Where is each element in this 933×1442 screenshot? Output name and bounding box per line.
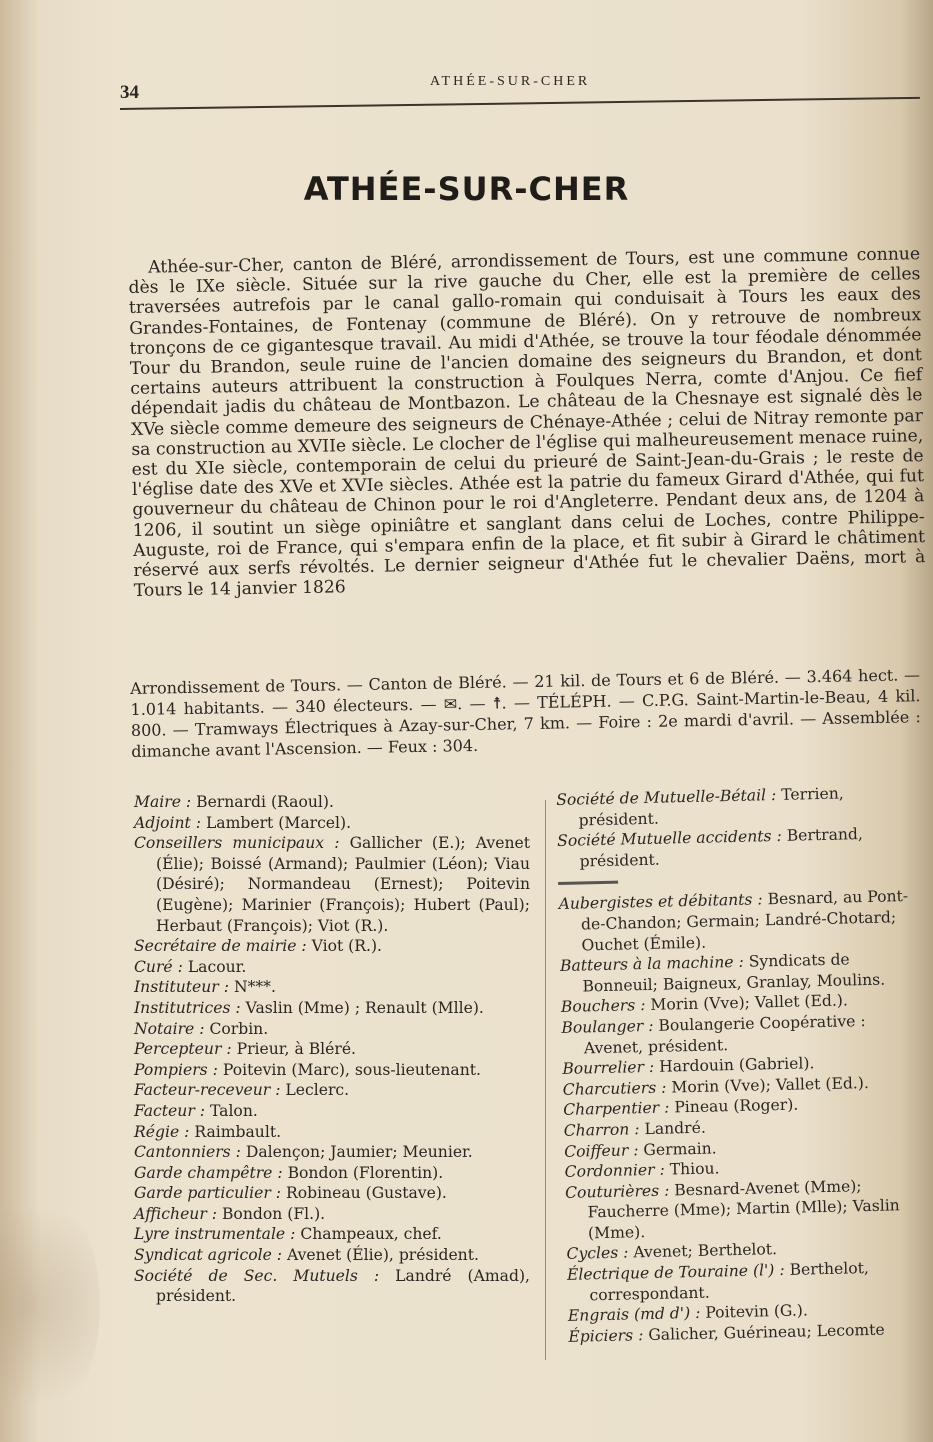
entry-role: Cordonnier :	[564, 1160, 665, 1181]
directory-entry	[134, 1060, 530, 1081]
directory-entry	[134, 1163, 530, 1184]
entry-role: Batteurs à la machine :	[559, 952, 744, 976]
entry-role: Percepteur :	[134, 1040, 232, 1059]
entry-role: Maire :	[134, 793, 192, 811]
entry-role: Notaire :	[134, 1019, 205, 1038]
entry-role: Régie :	[134, 1122, 190, 1141]
entry-role: Facteur-receveur :	[134, 1081, 281, 1100]
entry-role: Adjoint :	[134, 813, 201, 832]
entry-names: Germain.	[638, 1138, 717, 1159]
entry-names: Vaslin (Mme) ; Renault (Mlle).	[240, 998, 484, 1017]
entry-role: Instituteur :	[134, 978, 229, 997]
entry-names: Prieur, à Bléré.	[231, 1040, 357, 1059]
paper-stain	[0, 1180, 100, 1430]
running-title: ATHÉE-SUR-CHER	[430, 74, 591, 89]
entry-names: Besnard, au Pont-de-Chandon; Germain; Landré-Chotard; Ouchet (Émile).	[580, 887, 909, 955]
directory-entry	[134, 1142, 530, 1163]
entry-role: Charcutiers :	[562, 1078, 667, 1099]
left-column	[134, 792, 530, 1307]
entry-names: Lambert (Marcel).	[200, 813, 352, 832]
entry-role: Charpentier :	[563, 1098, 670, 1120]
directory-entry	[558, 886, 923, 956]
entry-role: Secrétaire de mairie :	[134, 937, 307, 956]
directory-entry	[134, 1245, 530, 1266]
entry-names: Leclerc.	[280, 1081, 350, 1100]
directory-entry	[134, 1122, 530, 1143]
entry-names: Avenet; Berthelot.	[628, 1240, 778, 1262]
directory-entry	[134, 936, 530, 957]
entry-names: Morin (Vve); Vallet (Ed.).	[666, 1073, 870, 1097]
intro-text: Athée-sur-Cher, canton de Bléré, arrondissement de Tours, est une commune connue dès le IXe siècle. Située sur la rive gauche du Cher, elle est la première de celles traversées autrefois par le canal gallo-romain qui conduisait à Tours les eaux des Grandes-Fontaines, de Fontenay (commune de Bléré). On y retrouve de nombreux tronçons de ce gigantesque travail. Au midi d'Athée, se trouve la tour féodale dénommée Tour du Brandon, seule ruine de l'ancien domaine des seigneurs du Brandon, et dont certains auteurs attribuent la construction à Foulques Nerra, comte d'Anjou. Ce fief dépendait jadis du château de Montbazon. Le château de la Chesnaye est signalé dès le XVe siècle comme demeure des seigneurs de Chénaye-Athée ; celui de Nitray remonte par sa construction au XVIIe siècle. Le clocher de l'église qui malheureusement menace ruine, est du XIe siècle, contemporain de celui du prieuré de Saint-Jean-du-Grais ; le reste de l'église date des XVe et XVIe siècles. Athée est la patrie du fameux Girard d'Athée, qui fut gouverneur du château de Chinon pour le roi d'Angleterre. Pendant deux ans, de 1204 à 1206, il soutint un siège opiniâtre et sanglant dans celui de Loches, contre Philippe-Auguste, roi de France, qui s'empara enfin de la place, et fit subir à Girard le châtiment réservé aux serfs révoltés. Le dernier seigneur d'Athée fut le chevalier Daëns, mort à Tours le 14 janvier 1826	[128, 244, 926, 602]
directory-entry	[565, 1174, 930, 1244]
directory-entry	[134, 833, 530, 936]
entry-role: Bourrelier :	[562, 1057, 655, 1079]
entry-names: Talon.	[205, 1101, 258, 1120]
entry-role: Lyre instrumentale :	[134, 1225, 296, 1244]
directory-entry	[134, 1101, 530, 1122]
entry-role: Institutrices :	[134, 998, 241, 1017]
entry-names: Gallicher (E.); Avenet (Élie); Boissé (Armand); Paulmier (Léon); Viau (Désiré); Normandeau (Ernest); Poitevin (Eugène); Marinier (François); Hubert (Paul); Herbaut (François); Viot (R.).	[156, 834, 531, 935]
entry-names: Syndicats de Bonneuil; Baigneux, Granlay, Moulins.	[582, 950, 886, 996]
entry-role: Garde champêtre :	[134, 1163, 283, 1182]
entry-names: Pineau (Roger).	[669, 1095, 799, 1117]
directory-entry	[134, 1039, 530, 1060]
entry-names: Poitevin (Marc), sous-lieutenant.	[217, 1060, 481, 1079]
entry-names: Viot (R.).	[306, 937, 383, 956]
entry-role: Coiffeur :	[563, 1140, 639, 1161]
entry-role: Conseillers municipaux :	[134, 834, 340, 853]
entry-names: Morin (Vve); Vallet (Ed.).	[645, 991, 849, 1015]
entry-names: Berthelot, correspondant.	[589, 1259, 870, 1305]
directory-entry	[560, 948, 925, 997]
entry-names: N***.	[228, 978, 276, 997]
entry-role: Syndicat agricole :	[134, 1246, 283, 1265]
page-number: 34	[120, 82, 139, 103]
entry-names: Bondon (Florentin).	[282, 1163, 444, 1182]
entry-role: Société de Sec. Mutuels :	[134, 1266, 380, 1285]
directory-entry	[134, 1080, 530, 1101]
entry-names: Galicher, Guérineau; Lecomte	[643, 1320, 885, 1344]
entry-role: Garde particulier :	[134, 1184, 282, 1203]
entry-role: Couturières :	[564, 1181, 670, 1202]
directory-entry	[134, 957, 530, 978]
entry-role: Charron :	[563, 1120, 640, 1140]
entry-names: Dalençon; Jaumier; Meunier.	[240, 1143, 473, 1162]
entry-names: Robineau (Gustave).	[281, 1184, 447, 1203]
entry-names: Lacour.	[182, 957, 247, 976]
entry-names: Raimbault.	[189, 1122, 282, 1141]
entry-role: Électrique de Touraine (l') :	[566, 1261, 785, 1284]
section-rule	[558, 880, 618, 884]
directory-entry	[134, 1266, 530, 1307]
entry-role: Bouchers :	[560, 996, 646, 1017]
directory-entry	[134, 977, 530, 998]
entry-names: Besnard-Avenet (Mme); Faucherre (Mme); Martin (Mlle); Vaslin (Mme).	[587, 1176, 900, 1243]
directory-entry	[134, 1224, 530, 1245]
entry-role: Engrais (md d') :	[567, 1304, 701, 1326]
directory-entry	[134, 998, 530, 1019]
directory-entry	[134, 1183, 530, 1204]
entry-names: Bertrand, président.	[579, 825, 864, 871]
entry-names: Champeaux, chef.	[295, 1225, 442, 1244]
stats-block	[130, 664, 921, 762]
entry-names: Bernardi (Raoul).	[191, 793, 334, 811]
entry-names: Hardouin (Gabriel).	[654, 1054, 815, 1076]
entry-role: Boulanger :	[561, 1016, 654, 1037]
entry-names: Bondon (Fl.).	[217, 1204, 326, 1223]
entry-names: Poitevin (G.).	[700, 1301, 809, 1323]
entry-names: Thiou.	[664, 1159, 720, 1179]
stats-text: Arrondissement de Tours. — Canton de Bléré. — 21 kil. de Tours et 6 de Bléré. — 3.464 hect. — 1.014 habitants. — 340 électeurs. — ✉. — ☨. — TÉLÉPH. — C.P.G. Saint-Martin-le-Beau, 4 kil. 800. — Tramways Électriques à Azay-sur-Cher, 7 km. — Foire : 2e mardi d'avril. — Assemblée : dimanche avant l'Ascension. — Feux : 304.	[130, 665, 921, 761]
entry-role: Cycles :	[566, 1243, 629, 1264]
intro-paragraph	[128, 244, 926, 601]
entry-names: Landré.	[639, 1118, 707, 1139]
directory-entry	[134, 792, 530, 813]
page-title: ATHÉE-SUR-CHER	[303, 170, 630, 208]
entry-role: Curé :	[134, 957, 183, 976]
entry-role: Afficheur :	[134, 1204, 218, 1223]
entry-role: Cantonniers :	[134, 1143, 241, 1162]
entry-role: Facteur :	[134, 1101, 205, 1120]
entry-names: Terrien, président.	[578, 784, 844, 830]
entry-role: Société Mutuelle accidents :	[556, 827, 782, 851]
entry-names: Corbin.	[204, 1019, 269, 1038]
right-column	[556, 782, 933, 1348]
entry-names: Avenet (Élie), président.	[282, 1246, 479, 1265]
entry-role: Épiciers :	[568, 1326, 644, 1346]
entry-role: Société de Mutuelle-Bétail :	[556, 786, 777, 809]
entry-role: Pompiers :	[134, 1060, 218, 1079]
directory-entry	[134, 813, 530, 834]
entry-names: Boulangerie Coopérative : Avenet, président.	[583, 1011, 866, 1057]
entry-names: Landré (Amad), président.	[156, 1266, 530, 1306]
directory-entry	[134, 1204, 530, 1225]
directory-entry	[134, 1019, 530, 1040]
column-divider	[545, 800, 546, 1360]
entry-role: Aubergistes et débitants :	[558, 890, 763, 914]
